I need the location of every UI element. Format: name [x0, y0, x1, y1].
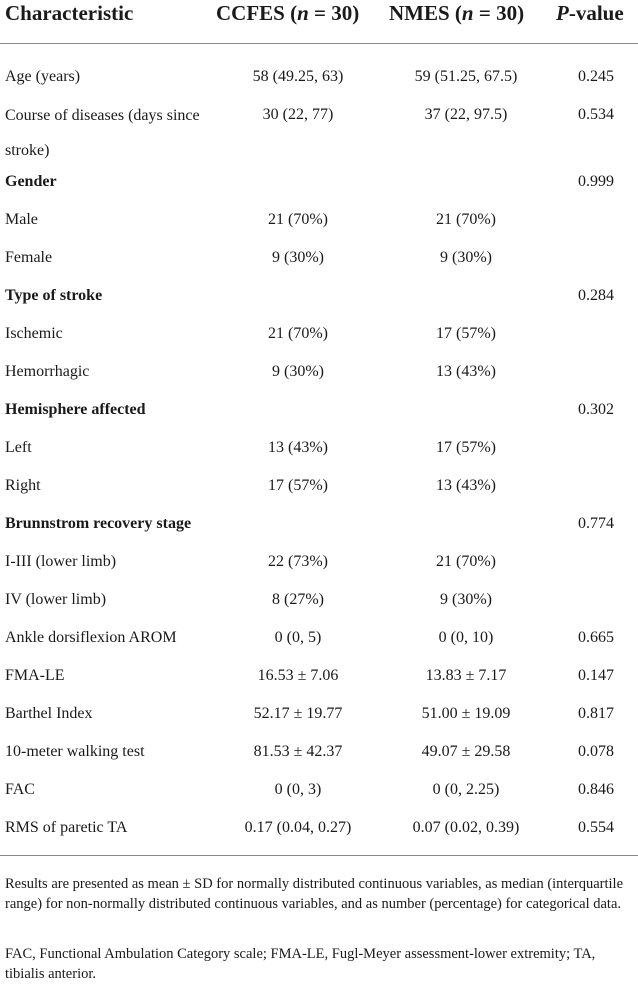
row-label: 10-meter walking test	[5, 743, 145, 760]
footnote-abbreviations: FAC, Functional Ambulation Category scale; FMA-LE, Fugl-Meyer assessment-lower extremity; TA, tibialis anterior.	[5, 946, 596, 982]
table-row	[0, 553, 638, 591]
row-label: RMS of paretic TA	[5, 819, 128, 836]
header-characteristic: Characteristic	[5, 1, 134, 25]
nmes-value: 17 (57%)	[436, 325, 496, 342]
nmes-value: 37 (22, 97.5)	[424, 106, 508, 123]
table-row	[0, 325, 638, 363]
ccfes-value: 8 (27%)	[272, 591, 324, 608]
table-row	[0, 363, 638, 401]
row-label: Ankle dorsiflexion AROM	[5, 629, 177, 646]
table-row	[0, 211, 638, 249]
nmes-value: 49.07 ± 29.58	[421, 743, 511, 760]
table-row	[0, 743, 638, 781]
row-label: Female	[5, 249, 53, 266]
ccfes-value: 0.17 (0.04, 0.27)	[244, 819, 352, 836]
nmes-value: 0 (0, 2.25)	[432, 781, 500, 798]
nmes-value: 13 (43%)	[436, 477, 496, 494]
table-row	[0, 515, 638, 553]
ccfes-value: 21 (70%)	[268, 211, 328, 228]
row-label: I-III (lower limb)	[5, 553, 117, 570]
footer-rule	[0, 855, 638, 856]
p-value: 0.817	[578, 705, 614, 722]
ccfes-value: 0 (0, 3)	[274, 781, 322, 798]
header-ccfes: CCFES (n = 30)	[216, 1, 360, 25]
row-label: Barthel Index	[5, 705, 93, 722]
ccfes-value: 0 (0, 5)	[274, 629, 322, 646]
row-label: Course of diseases (days since stroke)	[5, 107, 200, 159]
row-label: FAC	[5, 781, 35, 798]
ccfes-value: 58 (49.25, 63)	[252, 68, 344, 85]
table-row	[0, 591, 638, 629]
ccfes-value: 13 (43%)	[268, 439, 328, 456]
table-row	[0, 287, 638, 325]
nmes-value: 0.07 (0.02, 0.39)	[412, 819, 520, 836]
row-label: IV (lower limb)	[5, 591, 107, 608]
p-value: 0.554	[578, 819, 614, 836]
ccfes-value: 17 (57%)	[268, 477, 328, 494]
table-row	[0, 173, 638, 211]
ccfes-value: 30 (22, 77)	[262, 106, 334, 123]
nmes-value: 13 (43%)	[436, 363, 496, 380]
row-label: FMA-LE	[5, 667, 65, 684]
ccfes-value: 9 (30%)	[272, 249, 324, 266]
header-pvalue: P-value	[556, 1, 624, 25]
row-label: Hemorrhagic	[5, 363, 90, 380]
p-value: 0.147	[578, 667, 614, 684]
ccfes-value: 21 (70%)	[268, 325, 328, 342]
row-label: Right	[5, 477, 41, 494]
table-row	[0, 629, 638, 667]
nmes-value: 17 (57%)	[436, 439, 496, 456]
table-row	[0, 106, 638, 159]
row-label: Left	[5, 439, 32, 456]
nmes-value: 9 (30%)	[440, 249, 492, 266]
nmes-value: 51.00 ± 19.09	[421, 705, 511, 722]
table-row	[0, 401, 638, 439]
ccfes-value: 16.53 ± 7.06	[257, 667, 339, 684]
ccfes-value: 22 (73%)	[268, 553, 328, 570]
table-row	[0, 781, 638, 819]
table-header	[0, 0, 638, 30]
row-label: Hemisphere affected	[5, 401, 146, 418]
row-label: Age (years)	[5, 68, 81, 85]
p-value: 0.774	[578, 515, 614, 532]
header-nmes: NMES (n = 30)	[389, 1, 525, 25]
ccfes-value: 52.17 ± 19.77	[253, 705, 343, 722]
nmes-value: 59 (51.25, 67.5)	[414, 68, 518, 85]
table-row	[0, 667, 638, 705]
p-value: 0.245	[578, 68, 614, 85]
row-label: Male	[5, 211, 38, 228]
table-row	[0, 477, 638, 515]
row-label: Gender	[5, 173, 57, 190]
ccfes-value: 81.53 ± 42.37	[253, 743, 343, 760]
p-value: 0.846	[578, 781, 614, 798]
row-label: Ischemic	[5, 325, 63, 342]
row-label: Brunnstrom recovery stage	[5, 515, 192, 532]
footnote-statistics: Results are presented as mean ± SD for normally distributed continuous variables, as median (interquartile range) for non-normally distributed continuous variables, and as number (percentage) for categorical data.	[5, 876, 623, 912]
nmes-value: 21 (70%)	[436, 211, 496, 228]
p-value: 0.999	[578, 173, 614, 190]
p-value: 0.302	[578, 401, 614, 418]
p-value: 0.534	[578, 106, 614, 123]
table-row	[0, 819, 638, 857]
header-rule	[0, 43, 638, 44]
nmes-value: 13.83 ± 7.17	[425, 667, 507, 684]
p-value: 0.284	[578, 287, 614, 304]
table-row	[0, 705, 638, 743]
nmes-value: 0 (0, 10)	[438, 629, 494, 646]
row-label: Type of stroke	[5, 287, 103, 304]
table-row	[0, 439, 638, 477]
table-row	[0, 249, 638, 287]
p-value: 0.665	[578, 629, 614, 646]
p-value: 0.078	[578, 743, 614, 760]
nmes-value: 21 (70%)	[436, 553, 496, 570]
ccfes-value: 9 (30%)	[272, 363, 324, 380]
nmes-value: 9 (30%)	[440, 591, 492, 608]
